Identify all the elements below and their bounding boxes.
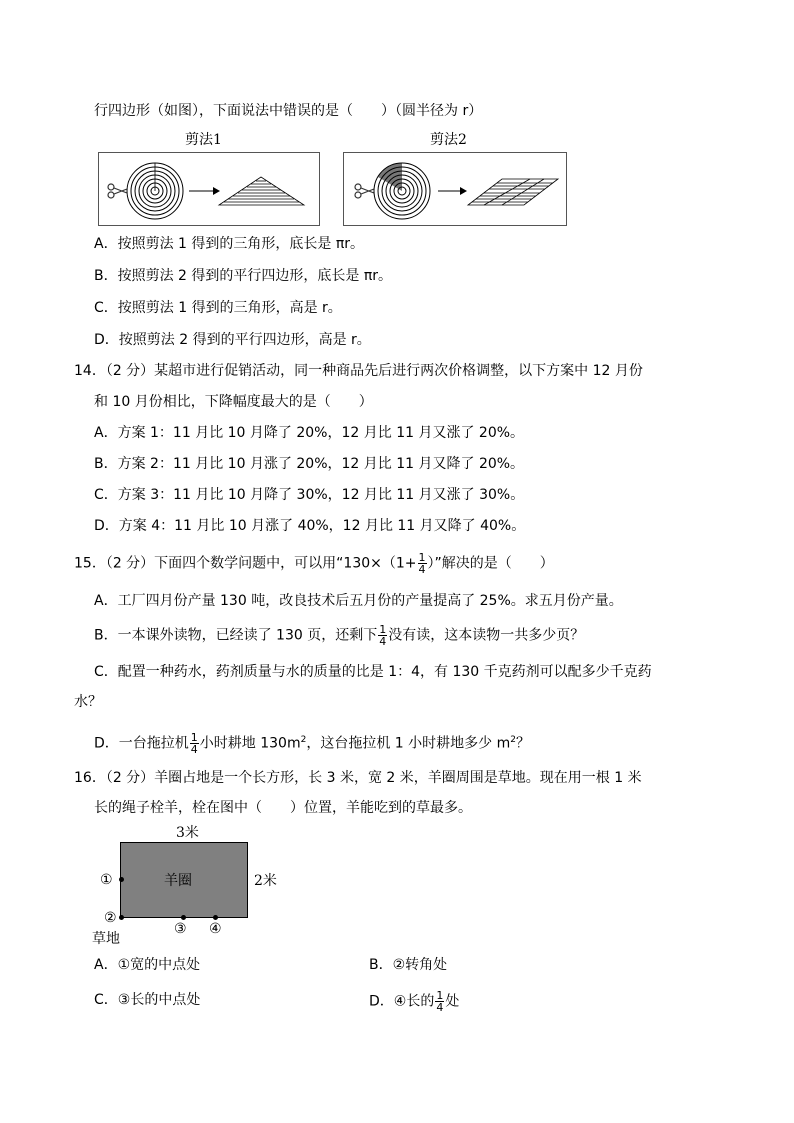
q13-option-d[interactable]: D．按照剪法 2 得到的平行四边形，高是 r。 — [94, 332, 371, 348]
q13-option-a[interactable]: A．按照剪法 1 得到的三角形，底长是 πr。 — [94, 236, 365, 252]
fraction-one-quarter: $\frac{1}{4}$ — [379, 623, 387, 648]
q14-stem-line1: 14．（2 分）某超市进行促销活动，同一种商品先后进行两次价格调整，以下方案中 12 月份 — [74, 363, 643, 379]
arrow-right-icon — [438, 187, 467, 195]
q14-option-a[interactable]: A．方案 1：11 月比 10 月降了 20%，12 月比 11 月又涨了 20%。 — [94, 425, 525, 441]
q15-option-a[interactable]: A．工厂四月份产量 130 吨，改良技术后五月份的产量提高了 25%。求五月份产量。 — [94, 593, 623, 609]
sheep-pen-figure — [90, 820, 280, 948]
marker-2[interactable]: ② — [104, 910, 117, 926]
cut-parallelogram-illustration — [344, 153, 566, 225]
q14-option-d[interactable]: D．方案 4：11 月比 10 月涨了 40%，12 月比 11 月又降了 40%。 — [94, 518, 526, 534]
striped-triangle — [219, 177, 304, 205]
q14-stem-line2: 和 10 月份相比，下降幅度最大的是（ ） — [94, 394, 373, 410]
q15-option-b[interactable]: B．一本课外读物，已经读了 130 页，还剩下 $\frac{1}{4}$ 没有读，这本读物一共多少页？ — [94, 623, 585, 648]
q16-option-d[interactable]: D．④长的 $\frac{1}{4}$ 处 — [369, 989, 460, 1014]
point-4 — [213, 915, 218, 920]
q14-option-b[interactable]: B．方案 2：11 月比 10 月涨了 20%，12 月比 11 月又降了 20%。 — [94, 456, 525, 472]
q16-stem-line1: 16．（2 分）羊圈占地是一个长方形，长 3 米，宽 2 米，羊圈周围是草地。现在用一根 1 米 — [74, 770, 642, 786]
point-1 — [119, 877, 124, 882]
q16-option-c[interactable]: C．③长的中点处 — [94, 992, 201, 1008]
striped-parallelogram — [468, 179, 558, 205]
q13-stem: 行四边形（如图），下面说法中错误的是（ ）（圆半径为 r） — [94, 103, 483, 119]
cut-triangle-illustration — [99, 153, 319, 225]
q14-option-c[interactable]: C．方案 3：11 月比 10 月降了 30%，12 月比 11 月又涨了 30%。 — [94, 487, 525, 503]
marker-3[interactable]: ③ — [174, 921, 187, 937]
q16-option-b[interactable]: B．②转角处 — [369, 957, 448, 973]
figure-cut-method-1 — [98, 152, 320, 226]
scissors-icon — [355, 184, 374, 198]
fraction-one-quarter: $\frac{1}{4}$ — [418, 551, 426, 576]
marker-1[interactable]: ① — [100, 872, 113, 888]
scissors-icon — [108, 184, 127, 198]
q15-option-d[interactable]: D．一台拖拉机 $\frac{1}{4}$ 小时耕地 $130m^2$，这台拖拉机 1 小时耕地多少 $m^2$？ — [94, 731, 530, 757]
q16-option-a[interactable]: A．①宽的中点处 — [94, 957, 201, 973]
grass-label: 草地 — [92, 931, 120, 947]
q15-option-c-line1[interactable]: C．配置一种药水，药剂质量与水的质量的比是 1：4，有 130 千克药剂可以配多少千克药 — [94, 664, 652, 680]
q13-option-c[interactable]: C．按照剪法 1 得到的三角形，高是 r。 — [94, 300, 342, 316]
width-label: 2米 — [254, 873, 277, 889]
arrow-right-icon — [189, 187, 220, 195]
figure-cut-method-2 — [343, 152, 567, 226]
q15-option-c-line2: 水？ — [74, 694, 102, 710]
fig2-caption: 剪法2 — [430, 132, 467, 148]
q16-stem-line2: 长的绳子栓羊，栓在图中（ ）位置，羊能吃到的草最多。 — [94, 800, 472, 816]
fig1-caption: 剪法1 — [185, 132, 222, 148]
marker-4[interactable]: ④ — [209, 921, 222, 937]
q15-stem: 15．（2 分）下面四个数学问题中，可以用“130×（1+ $\frac{1}{4}$ ）”解决的是（ ） — [74, 551, 554, 576]
length-label: 3米 — [176, 825, 199, 841]
fraction-one-quarter: $\frac{1}{4}$ — [190, 731, 198, 757]
point-2 — [119, 915, 124, 920]
q13-option-b[interactable]: B．按照剪法 2 得到的平行四边形，底长是 πr。 — [94, 268, 393, 284]
fraction-one-quarter: $\frac{1}{4}$ — [436, 989, 444, 1014]
point-3 — [181, 915, 186, 920]
pen-label: 羊圈 — [164, 873, 192, 889]
